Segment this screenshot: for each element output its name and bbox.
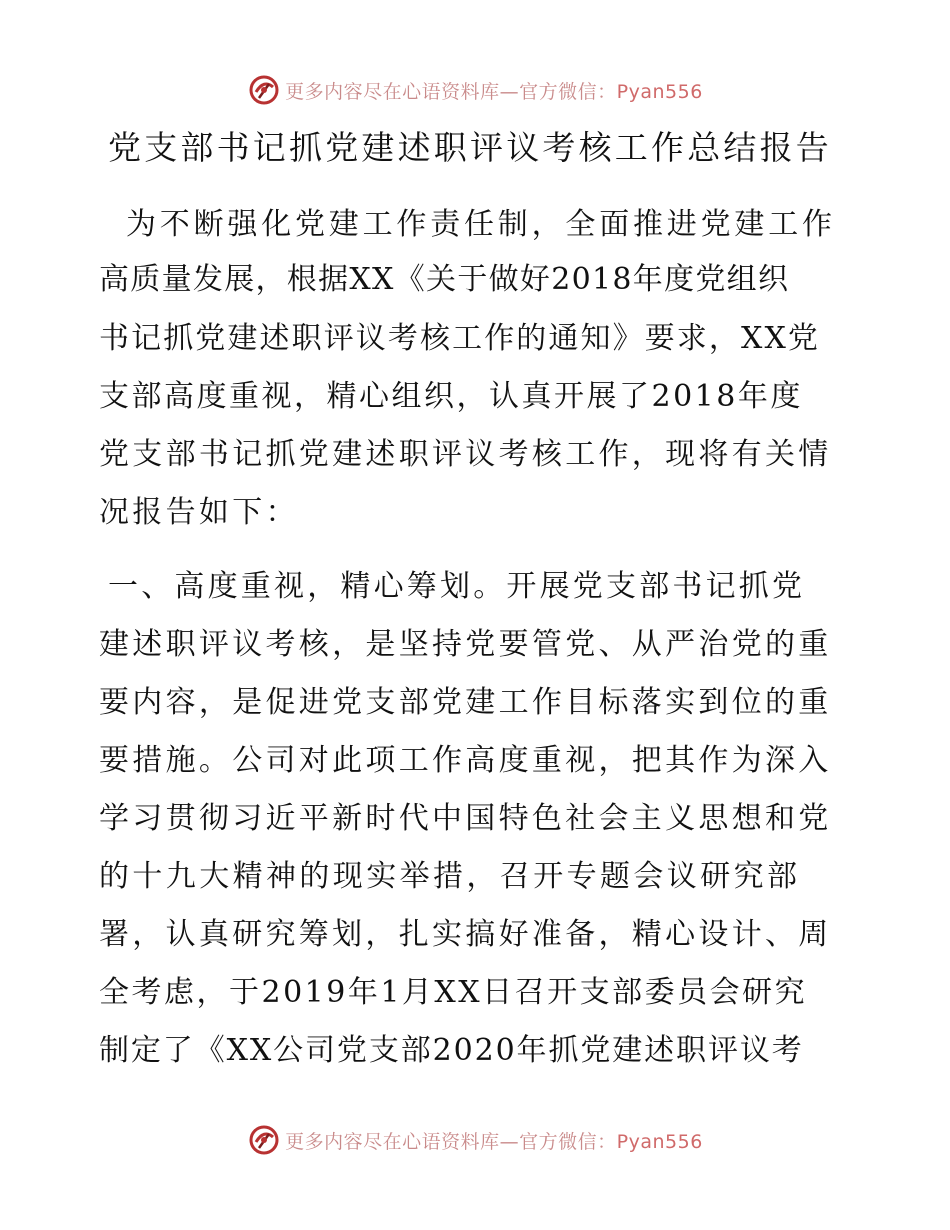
watermark-banner-bottom (0, 1118, 950, 1162)
logo-icon (247, 73, 281, 107)
watermark-wechat-id: Pyan556 (616, 1130, 703, 1153)
paragraph-line: 况报告如下： (99, 495, 299, 530)
paragraph-line: 党支部书记抓党建述职评议考核工作，现将有关情 (99, 437, 832, 472)
paragraph-line: 制定了《XX公司党支部2020年抓党建述职评议考 (99, 1033, 804, 1068)
watermark-text (285, 1127, 703, 1154)
paragraph-line: 学习贯彻习近平新时代中国特色社会主义思想和党 (99, 801, 832, 836)
paragraph-line: 一、高度重视，精心筹划。开展党支部书记抓党 (108, 569, 806, 604)
watermark-site-text: 更多内容尽在心语资料库—官方微信： (285, 1130, 617, 1153)
watermark-site-text: 更多内容尽在心语资料库—官方微信： (285, 80, 617, 103)
paragraph-line: 要内容，是促进党支部党建工作目标落实到位的重 (99, 685, 832, 720)
paragraph-line: 署，认真研究筹划，扎实搞好准备，精心设计、周 (99, 917, 832, 952)
paragraph-line: 要措施。公司对此项工作高度重视，把其作为深入 (99, 743, 832, 778)
paragraph-line: 全考虑，于2019年1月XX日召开支部委员会研究 (99, 975, 808, 1010)
paragraph-line: 的十九大精神的现实举措，召开专题会议研究部 (99, 859, 801, 894)
paragraph-line: 书记抓党建述职评议考核工作的通知》要求，XX党 (99, 321, 821, 356)
watermark-banner-top (0, 68, 950, 112)
paragraph-line: 支部高度重视，精心组织，认真开展了2018年度 (99, 379, 803, 414)
watermark-wechat-id: Pyan556 (616, 80, 703, 103)
paragraph-line: 为不断强化党建工作责任制，全面推进党建工作 (126, 207, 836, 242)
watermark-text (285, 77, 703, 104)
paragraph-line: 高质量发展，根据XX《关于做好2018年度党组织 (99, 262, 790, 297)
document-title: 党支部书记抓党建述职评议考核工作总结报告 (108, 128, 832, 167)
paragraph-line: 建述职评议考核，是坚持党要管党、从严治党的重 (99, 627, 832, 662)
logo-icon (247, 1123, 281, 1157)
